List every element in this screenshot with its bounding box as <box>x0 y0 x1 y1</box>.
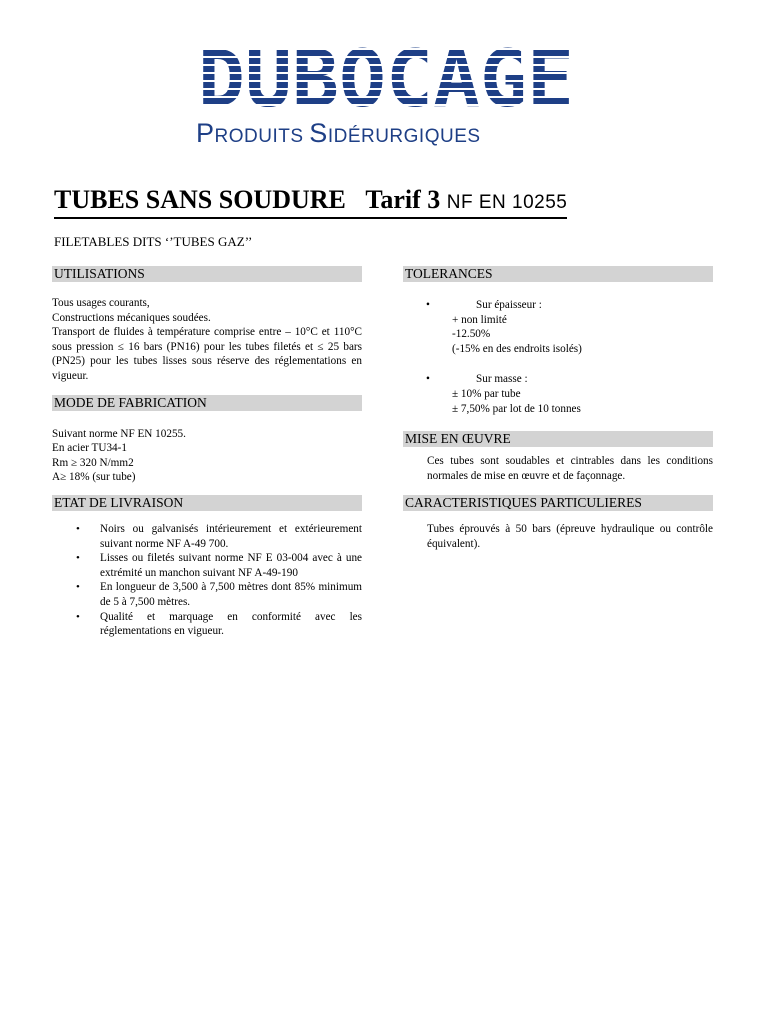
fabrication-line: Suivant norme NF EN 10255. <box>52 427 186 440</box>
fabrication-line: En acier TU34-1 <box>52 442 127 455</box>
logo-wordmark <box>196 42 576 114</box>
tolerances-content <box>403 298 713 416</box>
fabrication-text <box>52 427 362 485</box>
section-heading-mise-en-oeuvre: MISE EN ŒUVRE <box>403 431 713 447</box>
tagline-initial-s: S <box>309 118 328 148</box>
page-subtitle: FILETABLES DITS ‘’TUBES GAZ’’ <box>54 234 253 249</box>
tolerance-line: + non limité <box>452 313 507 326</box>
list-item: • En longueur de 3,500 à 7,500 mètres dont 85% minimum de 5 à 7,500 mètres. <box>52 580 362 609</box>
tagline-part-2: IDÉRURGIQUES <box>327 126 481 147</box>
list-item: • Noirs ou galvanisés intérieurement et extérieurement suivant norme NF A-49 700. <box>52 522 362 551</box>
left-column <box>52 266 362 639</box>
utilisations-text <box>52 296 362 384</box>
tolerance-line: ± 7,50% par lot de 10 tonnes <box>452 402 581 415</box>
utilisations-line: Tous usages courants, <box>52 297 150 309</box>
tagline-initial-p: P <box>196 118 215 148</box>
tolerance-masse-label: Sur masse : <box>476 373 528 386</box>
section-heading-caracteristiques: CARACTERISTIQUES PARTICULIERES <box>403 495 713 511</box>
section-heading-livraison: ETAT DE LIVRAISON <box>52 495 362 511</box>
mise-en-oeuvre-text: Ces tubes sont soudables et cintrables dans les conditions normales de mise en œuvre et de façonnage. <box>427 455 713 482</box>
tolerance-epaisseur <box>426 298 713 313</box>
list-item: • Qualité et marquage en conformité avec les réglementations en vigueur. <box>52 610 362 639</box>
section-heading-fabrication: MODE DE FABRICATION <box>52 395 362 411</box>
title-norm: NF EN 10255 <box>446 192 568 213</box>
utilisations-line: Constructions mécaniques soudées. <box>52 311 211 324</box>
section-heading-tolerances: TOLERANCES <box>403 266 713 282</box>
tolerance-line: ± 10% par tube <box>452 387 521 400</box>
tolerance-line: -12.50% <box>452 328 491 341</box>
tolerance-masse <box>426 372 713 387</box>
title-tarif: Tarif 3 <box>365 185 441 214</box>
tagline-part-1: RODUITS <box>214 126 310 147</box>
bullet-dot: • <box>426 299 430 311</box>
livraison-list <box>52 522 362 639</box>
caracteristiques-text: Tubes éprouvés à 50 bars (épreuve hydraulique ou contrôle équivalent). <box>427 523 713 550</box>
logo-brand-text: DUBOCAGE <box>198 42 574 114</box>
fabrication-line: A≥ 18% (sur tube) <box>52 471 136 484</box>
logo-tagline <box>196 118 576 149</box>
utilisations-line: Transport de fluides à température comprise entre – 10°C et 110°C sous pression ≤ 16 bars (PN16) pour les tubes filetés et ≤ 25 bars (PN25) pour les tubes lisses sous réserve des réglementations en vigueur. <box>52 326 362 382</box>
right-column <box>403 266 713 552</box>
tolerance-epaisseur-label: Sur épaisseur : <box>476 299 542 311</box>
tolerance-line: (-15% en des endroits isolés) <box>452 342 582 355</box>
page-title <box>54 186 567 219</box>
list-item: • Lisses ou filetés suivant norme NF E 03-004 avec à une extrémité un manchon suivant NF A-49-190 <box>52 551 362 580</box>
fabrication-line: Rm ≥ 320 N/mm2 <box>52 456 134 469</box>
section-heading-utilisations: UTILISATIONS <box>52 266 362 282</box>
title-main: TUBES SANS SOUDURE <box>54 185 346 214</box>
bullet-dot: • <box>426 373 430 386</box>
